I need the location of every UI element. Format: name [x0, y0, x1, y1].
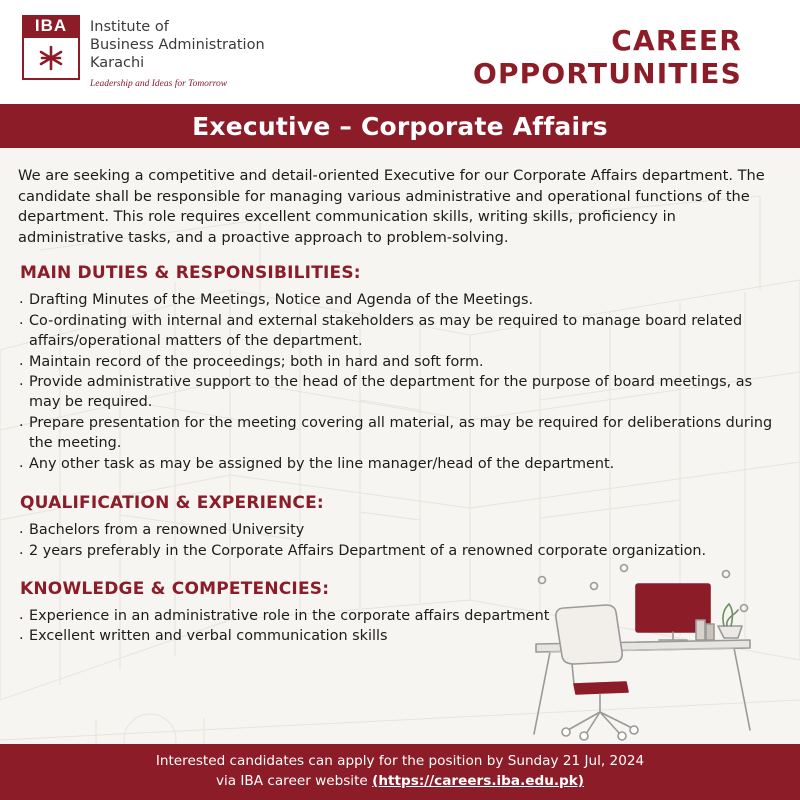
section-list-main-duties — [18, 291, 780, 475]
logo-abbreviation: IBA — [22, 15, 80, 38]
job-intro-paragraph: We are seeking a competitive and detail-oriented Executive for our Corporate Affairs department. The candidate shall be responsible for managing various administrative and operational functions of the department. This role requires excellent communication skills, writing skills, proficiency in administrative tasks, and a proactive approach to problem-solving. — [18, 167, 765, 247]
list-item: . Experience in an administrative role in the corporate affairs department — [18, 607, 780, 627]
section-qualification — [18, 493, 780, 562]
poster-content — [0, 148, 800, 647]
list-item: . Any other task as may be assigned by the line manager/head of the department. — [18, 455, 780, 475]
iba-logo — [22, 15, 265, 88]
list-item: . Co-ordinating with internal and external stakeholders as may be required to manage board related affairs/operational matters of the department. — [18, 312, 780, 352]
footer-apply-prefix: via IBA career website — [215, 773, 373, 789]
section-list-qualification — [18, 521, 780, 562]
section-main-duties — [18, 263, 780, 475]
section-heading-knowledge: KNOWLEDGE & COMPETENCIES: — [20, 578, 330, 599]
iba-star-glyph-svg — [36, 43, 66, 73]
list-item: . Provide administrative support to the head of the department for the purpose of board meetings, as may be required. — [18, 373, 780, 413]
logo-mark — [22, 15, 80, 80]
section-heading-qualification: QUALIFICATION & EXPERIENCE: — [20, 492, 324, 513]
institute-name-line3: Karachi — [90, 54, 145, 71]
careers-website-link[interactable]: (https://careers.iba.edu.pk) — [372, 773, 585, 789]
header-title-line1: CAREER — [611, 24, 742, 57]
list-item: . Bachelors from a renowned University — [18, 521, 780, 541]
footer-apply-line — [216, 772, 584, 792]
iba-star-glyph-icon — [22, 38, 80, 80]
section-list-knowledge — [18, 607, 780, 648]
institute-name-line2: Business Administration — [90, 37, 265, 54]
poster-header — [0, 0, 800, 104]
job-title: Executive – Corporate Affairs — [192, 111, 608, 141]
list-item: . Drafting Minutes of the Meetings, Notice and Agenda of the Meetings. — [18, 291, 780, 311]
poster-footer — [0, 744, 800, 800]
header-title — [473, 24, 742, 90]
institute-name — [90, 15, 265, 88]
list-item: . Prepare presentation for the meeting covering all material, as may be required for deliberations during the meeting. — [18, 414, 780, 454]
header-title-line2: OPPORTUNITIES — [472, 57, 742, 91]
job-title-bar — [0, 104, 800, 148]
footer-deadline-text: Interested candidates can apply for the position by Sunday 21 Jul, 2024 — [155, 753, 645, 770]
list-item: . Maintain record of the proceedings; both in hard and soft form. — [18, 353, 780, 373]
institute-name-line1: Institute of — [90, 19, 169, 36]
list-item: . 2 years preferably in the Corporate Affairs Department of a renowned corporate organization. — [18, 542, 780, 562]
section-heading-main-duties: MAIN DUTIES & RESPONSIBILITIES: — [20, 262, 361, 283]
section-knowledge — [18, 579, 780, 648]
institute-tagline: Leadership and Ideas for Tomorrow — [90, 78, 228, 89]
list-item: . Excellent written and verbal communication skills — [18, 627, 780, 647]
